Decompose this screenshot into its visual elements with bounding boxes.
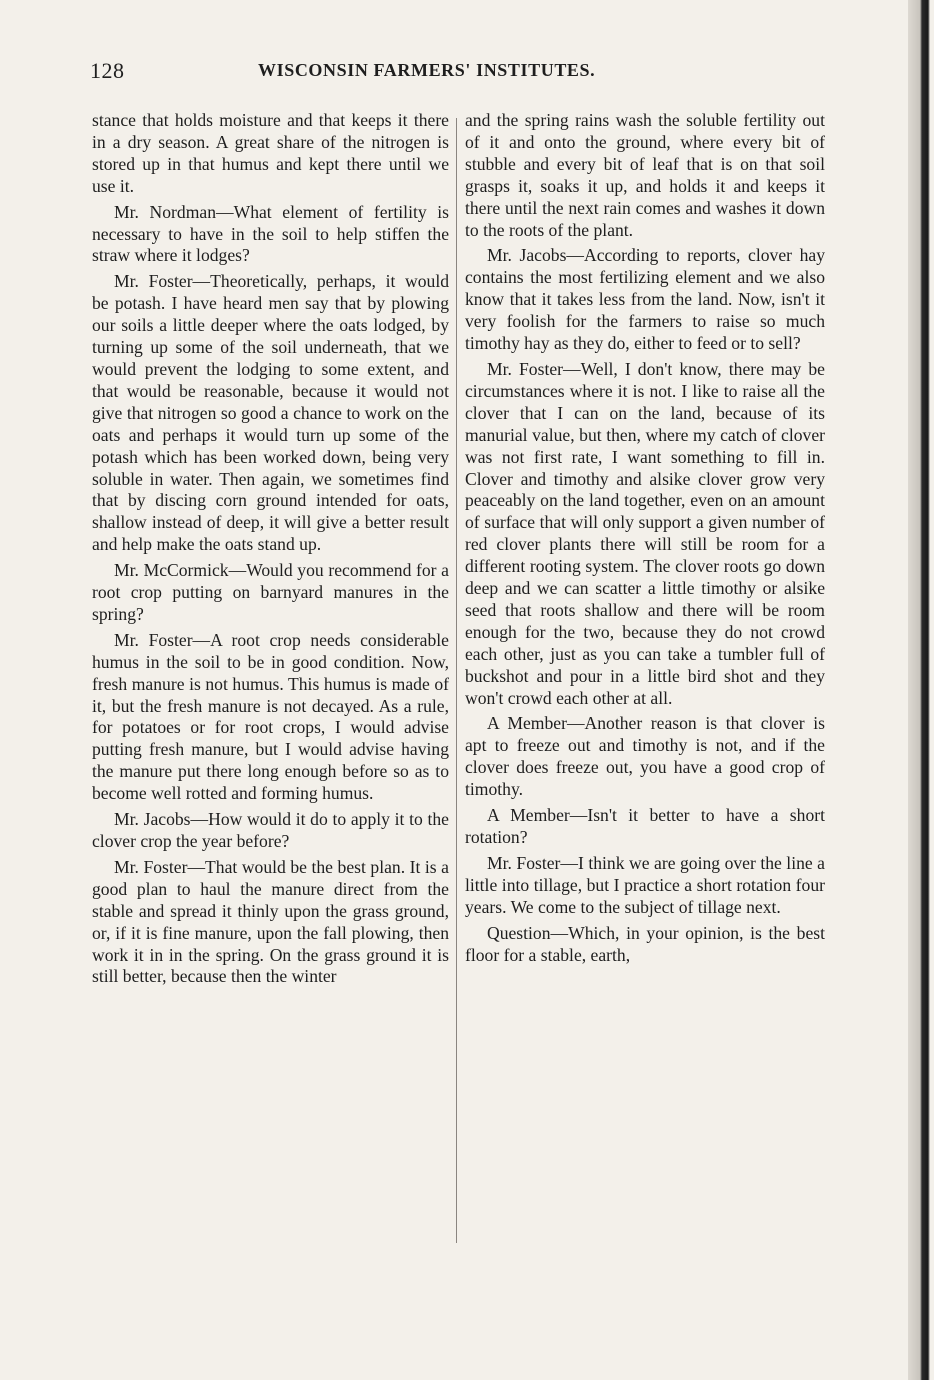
page-header (90, 58, 820, 92)
right-column (465, 110, 825, 970)
page-edge (908, 0, 934, 1380)
running-head: WISCONSIN FARMERS' INSTITUTES. (258, 60, 596, 80)
column-divider (456, 118, 457, 1243)
paragraph: Mr. McCormick—Would you recommend for a root crop putting on barnyard manures in the spring? (92, 560, 449, 624)
paragraph: and the spring rains wash the soluble fertility out of it and onto the ground, where every bit of stubble and every bit of leaf that is on that soil grasps it, soaks it up, and holds it and keeps it there until the next rain comes and washes it down to the roots of the plant. (465, 110, 825, 240)
paragraph: Mr. Jacobs—According to reports, clover hay contains the most fertilizing element and we also know that it takes less from the land. Now, isn't it very foolish for the farmers to raise so much timothy hay as they do, either to feed or to sell? (465, 245, 825, 354)
paragraph: Mr. Foster—That would be the best plan. It is a good plan to haul the manure direct from the stable and spread it thinly upon the grass ground, or, if it is fine manure, upon the fall plowing, then work it in in the spring. On the grass ground it is still better, because then the winter (92, 856, 449, 987)
paragraph: Mr. Foster—I think we are going over the line a little into tillage, but I practice a short rotation four years. We come to the subject of tillage next. (465, 852, 825, 917)
page-number: 128 (90, 58, 125, 83)
paragraph: Mr. Foster—A root crop needs considerable humus in the soil to be in good condition. Now, fresh manure is not humus. This humus is made of it, but the fresh manure is not decayed. As a rule, for potatoes or for root crops, I would advise putting fresh manure, but I would advise having the manure put there long enough before so as to become well rotted and forming humus. (92, 629, 449, 804)
paragraph: A Member—Another reason is that clover is apt to freeze out and timothy is not, and if the clover does freeze out, you have a good crop of timothy. (465, 713, 825, 800)
paragraph: Mr. Foster—Well, I don't know, there may be circumstances where it is not. I like to raise all the clover that I can on the land, because of its manurial value, but then, where my catch of clover was not first rate, I want something to fill in. Clover and timothy and alsike clover grow very peaceably on the land together, even on an amount of surface that will only support a given number of red clover plants there will still be room for a different rooting system. The clover roots go down deep and we can scatter a little timothy or alsike seed that roots shallow and there will be room enough for the two, because they do not crowd each other, just as you can take a tumbler full of buckshot and pour in a little bird shot and they won't crowd each other at all. (465, 358, 825, 708)
paragraph: A Member—Isn't it better to have a short rotation? (465, 805, 825, 847)
paragraph: Mr. Foster—Theoretically, perhaps, it would be potash. I have heard men say that by plowing our soils a little deeper where the oats lodged, by turning up some of the soil underneath, that we would prevent the lodging to some extent, and that would be reasonable, because it would not give that nitrogen so good a chance to work on the oats and perhaps it would turn up some of the potash which has been worked down, being very soluble in water. Then again, we sometimes find that by discing corn ground intended for oats, shallow instead of deep, it will give a better result and help make the oats stand up. (92, 271, 449, 555)
paragraph: Mr. Jacobs—How would it do to apply it to the clover crop the year before? (92, 809, 449, 851)
paragraph: stance that holds moisture and that keeps it there in a dry season. A great share of the nitrogen is stored up in that humus and kept there until we use it. (92, 110, 449, 196)
left-column (92, 110, 449, 992)
paragraph: Question—Which, in your opinion, is the best floor for a stable, earth, (465, 922, 825, 965)
paragraph: Mr. Nordman—What element of fertility is necessary to have in the soil to help stiffen the straw where it lodges? (92, 201, 449, 266)
